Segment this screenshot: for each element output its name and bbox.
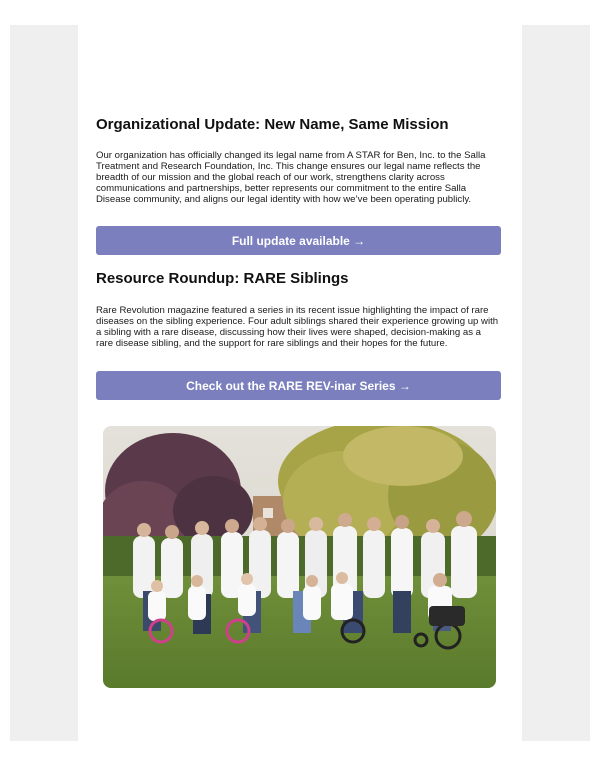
newsletter-content [78, 25, 522, 741]
left-margin-band [10, 25, 78, 741]
section-title-org-update: Organizational Update: New Name, Same Mission [96, 116, 449, 133]
group-photo-image [103, 426, 496, 688]
section-body-resource-roundup: Rare Revolution magazine featured a series in its recent issue highlighting the impact of rare diseases on the sibling experience. Four adult siblings shared their experience growing up with a sibling with a rare disease, discussing how their lives were shaped, decision-making as a rare disease sibling, and the support for rare siblings and their hopes for the future. [96, 305, 499, 349]
group-photo [103, 426, 496, 688]
right-margin-band [522, 25, 590, 741]
rare-revinar-button[interactable]: Check out the RARE REV-inar Series → [96, 371, 501, 400]
full-update-button[interactable]: Full update available → [96, 226, 501, 255]
section-title-resource-roundup: Resource Roundup: RARE Siblings [96, 270, 349, 287]
section-body-org-update: Our organization has officially changed its legal name from A STAR for Ben, Inc. to the Salla Treatment and Research Foundation, Inc. This change ensures our legal name reflects the breadth of our mission and the global reach of our work, strengthens clarity across communications and partnerships, better represents our commitment to the entire Salla Disease community, and aligns our legal identity with how we’ve been operating publicly. [96, 150, 486, 205]
